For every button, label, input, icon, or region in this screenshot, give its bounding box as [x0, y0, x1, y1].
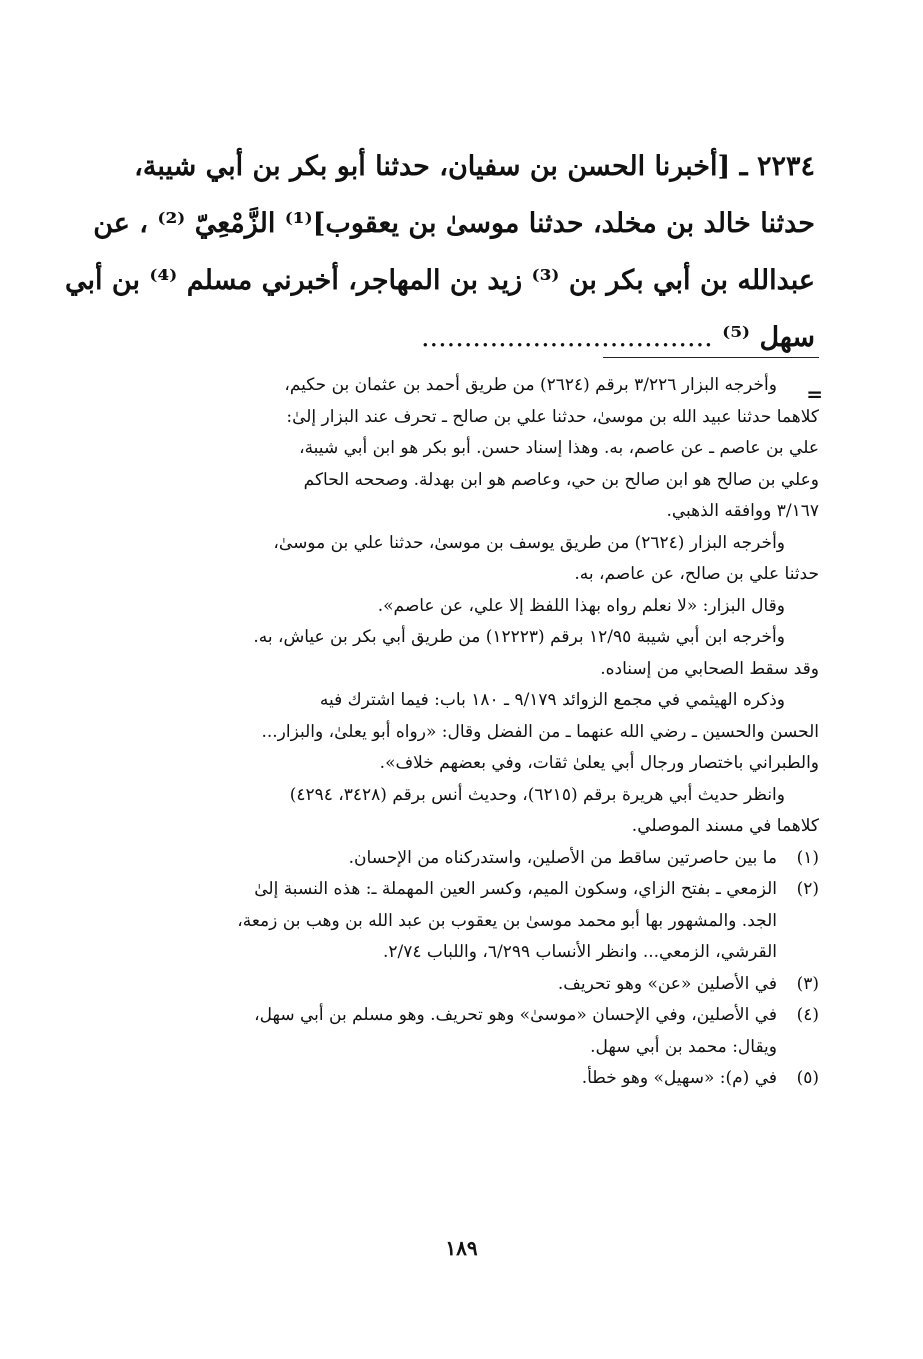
hadith-line-2: حدثنا خالد بن مخلد، حدثنا موسىٰ بن يعقوب]⁽¹⁾ الزَّمْعِيّ ⁽²⁾ ، عن	[93, 208, 815, 239]
footnote-line: وأخرجه البزار (٢٦٢٤) من طريق يوسف بن موسىٰ، حدثنا علي بن موسىٰ،	[273, 532, 785, 553]
footnote-4	[104, 1000, 819, 1032]
footnote-3	[104, 969, 819, 1001]
footnote-text: ما بين حاصرتين ساقط من الأصلين، واستدركناه من الإحسان.	[348, 847, 777, 868]
footnote-line: ٣/١٦٧ ووافقه الذهبي.	[666, 501, 819, 521]
footnote-line: وأخرجه ابن أبي شيبة ١٢/٩٥ برقم (١٢٢٢٣) من طريق أبي بكر بن عياش، به.	[253, 627, 785, 647]
footnote-text: الزمعي ـ بفتح الزاي، وسكون الميم، وكسر العين المهملة ـ: هذه النسبة إلىٰ	[254, 879, 777, 899]
footnote-line: القرشي، الزمعي... وانظر الأنساب ٦/٢٩٩، واللباب ٢/٧٤.	[382, 942, 777, 962]
footnote-number: (٥)	[796, 1068, 819, 1088]
footnote-number: (٣)	[796, 973, 819, 994]
footnote-line: وعلي بن صالح هو ابن صالح بن حي، وعاصم هو ابن بهدلة. وصححه الحاكم	[303, 469, 819, 490]
footnote-line: كلاهما في مسند الموصلي.	[631, 816, 819, 836]
footnote-1	[104, 843, 819, 875]
hadith-line-4-text: سهل ⁽⁵⁾	[722, 322, 815, 353]
footnote-text: في الأصلين «عن» وهو تحريف.	[557, 973, 777, 994]
footnote-line: حدثنا علي بن صالح، عن عاصم، به.	[574, 564, 819, 584]
footnote-line: وقد سقط الصحابي من إسناده.	[600, 658, 819, 679]
footnote-line: وانظر حديث أبي هريرة برقم (٦٢١٥)، وحديث أنس برقم (٣٤٢٨، ٤٢٩٤)	[289, 784, 785, 805]
footnote-5	[104, 1063, 819, 1095]
page-number: ١٨٩	[445, 1236, 478, 1260]
footnote-number: (٢)	[796, 879, 819, 899]
footnote-2	[104, 874, 819, 906]
footnotes	[104, 370, 819, 1095]
footnote-line: وأخرجه البزار ٣/٢٢٦ برقم (٢٦٢٤) من طريق أحمد بن عثمان بن حكيم،	[284, 375, 777, 395]
footnote-line: علي بن عاصم ـ عن عاصم، به. وهذا إسناد حسن. أبو بكر هو ابن أبي شيبة،	[299, 438, 819, 458]
footnote-text: في (م): «سهيل» وهو خطأ.	[581, 1068, 777, 1088]
footnote-line: وذكره الهيثمي في مجمع الزوائد ٩/١٧٩ ـ ١٨٠ باب: فيما اشترك فيه	[319, 690, 785, 710]
footnote-line: والطبراني باختصار ورجال أبي يعلىٰ ثقات، وفي بعضهم خلاف».	[379, 753, 819, 773]
footnote-text: في الأصلين، وفي الإحسان «موسىٰ» وهو تحريف. وهو مسلم بن أبي سهل،	[254, 1005, 777, 1025]
footnote-line: وقال البزار: «لا نعلم رواه بهذا اللفظ إلا علي، عن عاصم».	[377, 595, 785, 616]
ellipsis-dots: ..................................	[420, 322, 713, 353]
hadith-text	[65, 138, 815, 366]
footnote-line: الحسن والحسين ـ رضي الله عنهما ـ من الفضل وقال: «رواه أبو يعلىٰ، والبزار...	[261, 721, 819, 742]
footnote-number: (١)	[796, 847, 819, 868]
footnote-line: الجد. والمشهور بها أبو محمد موسىٰ بن يعقوب بن عبد الله بن وهب بن زمعة،	[237, 910, 777, 931]
footnote-line: ويقال: محمد بن أبي سهل.	[590, 1036, 777, 1057]
hadith-line-1: ٢٢٣٤ ـ [أخبرنا الحسن بن سفيان، حدثنا أبو بكر بن أبي شيبة،	[134, 151, 815, 182]
continuation-mark: =	[806, 382, 823, 406]
footnote-separator	[603, 357, 819, 358]
footnote-number: (٤)	[796, 1005, 819, 1025]
hadith-line-3: عبدالله بن أبي بكر بن ⁽³⁾ زيد بن المهاجر، أخبرني مسلم ⁽⁴⁾ بن أبي	[65, 265, 815, 296]
footnote-line: كلاهما حدثنا عبيد الله بن موسىٰ، حدثنا علي بن صالح ـ تحرف عند البزار إلىٰ:	[286, 406, 819, 427]
